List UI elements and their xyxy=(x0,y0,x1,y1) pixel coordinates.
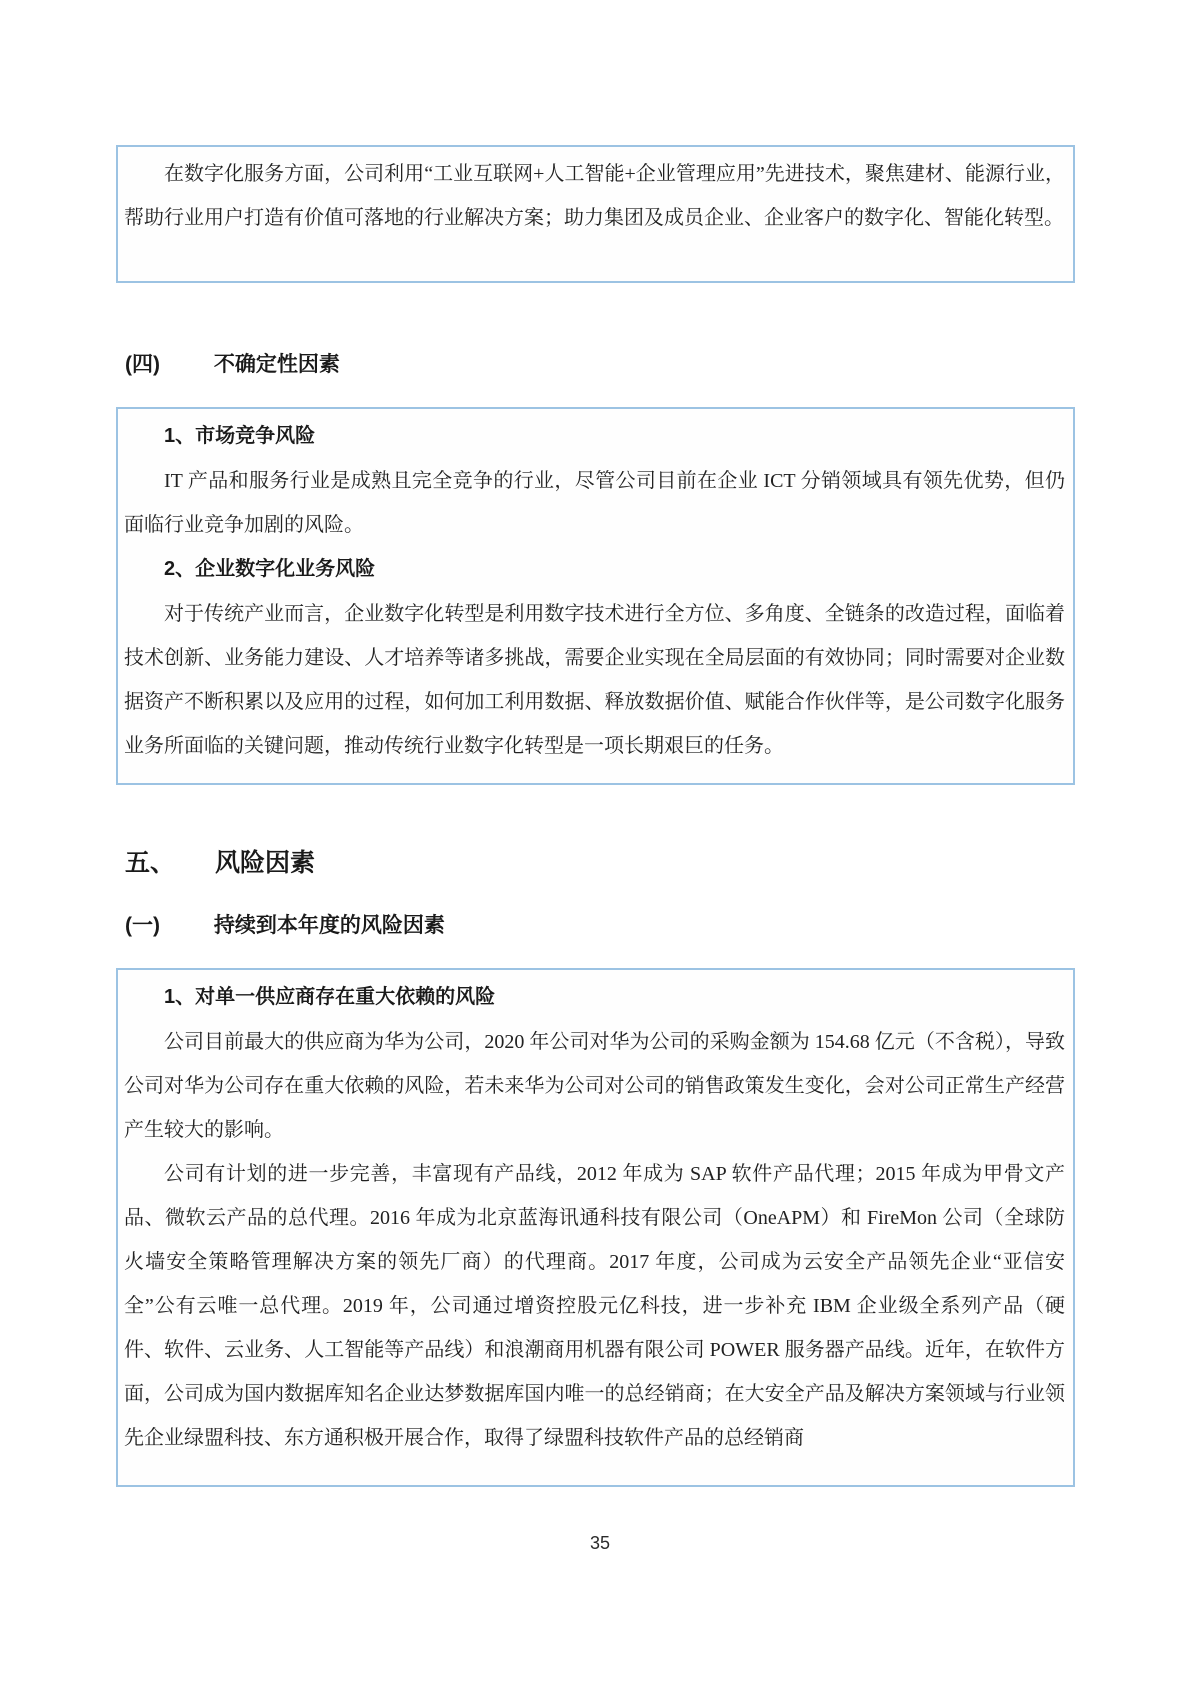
item-title-market-competition-risk: 1、市场竞争风险 xyxy=(164,425,316,447)
paragraph-supplier-dependency-huawei: 公司目前最大的供应商为华为公司，2020 年公司对华为公司的采购金额为 154.68 亿元（不含税），导致公司对华为公司存在重大依赖的风险，若未来华为公司对公司的销售政策发生变化，会对公司正常生产经营产生较大的影响。 xyxy=(124,1031,1065,1141)
section-title: 持续到本年度的风险因素 xyxy=(213,914,445,937)
section-heading-risk-factors xyxy=(116,848,1075,878)
section-label: 五、 xyxy=(125,849,176,877)
page-number: 35 xyxy=(589,1533,611,1553)
highlight-box-uncertainty-factors xyxy=(116,407,1075,785)
paragraph-digital-services: 在数字化服务方面，公司利用“工业互联网+人工智能+企业管理应用”先进技术，聚焦建材、能源行业，帮助行业用户打造有价值可落地的行业解决方案；助力集团及成员企业、企业客户的数字化、智能化转型。 xyxy=(124,163,1065,229)
section-label: (四) xyxy=(125,353,160,376)
section-heading-uncertainty-factors xyxy=(116,352,1075,378)
highlight-box-supplier-dependency-risk xyxy=(116,968,1075,1487)
item-title-enterprise-digitalization-risk: 2、企业数字化业务风险 xyxy=(164,558,376,580)
section-label: (一) xyxy=(125,914,160,937)
item-title-supplier-dependency-risk: 1、对单一供应商存在重大依赖的风险 xyxy=(164,986,496,1008)
section-title: 风险因素 xyxy=(214,849,315,877)
subsection-heading-ongoing-risk-factors xyxy=(116,913,1075,939)
section-title: 不确定性因素 xyxy=(213,353,340,376)
paragraph-enterprise-digitalization-risk: 对于传统产业而言，企业数字化转型是利用数字技术进行全方位、多角度、全链条的改造过程，面临着技术创新、业务能力建设、人才培养等诸多挑战，需要企业实现在全局层面的有效协同；同时需要对企业数据资产不断积累以及应用的过程，如何加工利用数据、释放数据价值、赋能合作伙伴等，是公司数字化服务业务所面临的关键问题，推动传统行业数字化转型是一项长期艰巨的任务。 xyxy=(124,603,1065,757)
highlight-box-digital-services xyxy=(116,145,1075,283)
paragraph-product-line-expansion: 公司有计划的进一步完善，丰富现有产品线，2012 年成为 SAP 软件产品代理；2015 年成为甲骨文产品、微软云产品的总代理。2016 年成为北京蓝海讯通科技有限公司（OneAPM）和 FireMon 公司（全球防火墙安全策略管理解决方案的领先厂商）的代理商。2017 年度，公司成为云安全产品领先企业“亚信安全”公有云唯一总代理。2019 年，公司通过增资控股元亿科技，进一步补充 IBM 企业级全系列产品（硬件、软件、云业务、人工智能等产品线）和浪潮商用机器有限公司 POWER 服务器产品线。近年，在软件方面，公司成为国内数据库知名企业达梦数据库国内唯一的总经销商；在大安全产品及解决方案领域与行业领先企业绿盟科技、东方通积极开展合作，取得了绿盟科技软件产品的总经销商 xyxy=(124,1163,1065,1449)
paragraph-market-competition-risk: IT 产品和服务行业是成熟且完全竞争的行业，尽管公司目前在企业 ICT 分销领域具有领先优势，但仍面临行业竞争加剧的风险。 xyxy=(124,470,1065,536)
